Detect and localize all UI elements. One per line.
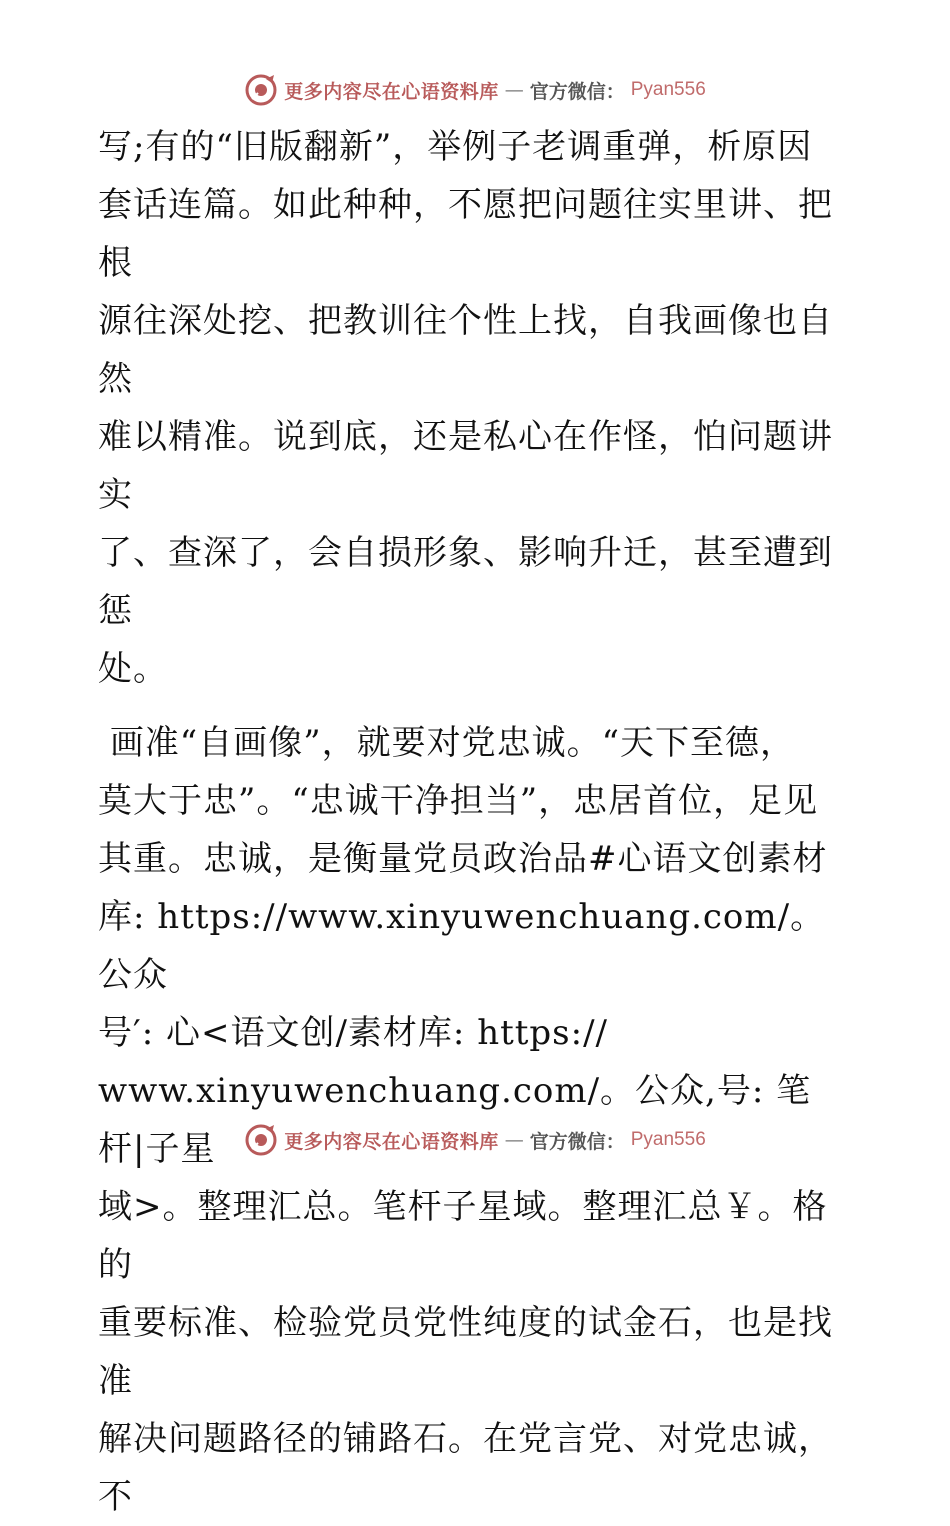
footer-banner-dash: — — [504, 1129, 524, 1151]
pen-logo-icon — [244, 1123, 278, 1157]
footer-wechat-id: Pyan556 — [630, 1129, 706, 1150]
header-wechat-label: 官方微信： — [529, 80, 625, 103]
paragraph-2: 画准“自画像”，就要对党忠诚。“天下至德， 莫大于忠”。“忠诚干净担当”，忠居首位，足见 其重。忠诚，是衡量党员政治品#心语文创素材 库: https://www.xinyuwenchuang.com/。公众 号′: 心<语文创/素材库: https:// www.xinyuwenchuang.com/。公众,号: 笔杆|子星 域>。整理汇总。笔杆子星域。整理汇总￥。格的 重要标准、检验党员党性纯度的试金石，也是找准 解决问题路径的铺路石。在党言党、对党忠诚，不 — [98, 723, 833, 1517]
pen-logo-icon — [244, 73, 278, 107]
header-banner-text: 更多内容尽在心语资料库 — [284, 80, 499, 103]
header-banner-inner — [244, 73, 706, 107]
document-body — [98, 118, 858, 1526]
paragraph-1: 写;有的“旧版翻新”，举例子老调重弹，析原因 套话连篇。如此种种，不愿把问题往实里讲、把根 源往深处挖、把教训往个性上找，自我画像也自然 难以精准。说到底，还是私心在作怪，怕问题讲实 了、查深了，会自损形象、影响升迁，甚至遭到惩 处。 — [98, 127, 833, 689]
header-wechat-id: Pyan556 — [630, 79, 706, 100]
header-banner-dash: — — [504, 79, 524, 101]
footer-wechat-label: 官方微信： — [529, 1130, 625, 1153]
footer-banner-text: 更多内容尽在心语资料库 — [284, 1130, 499, 1153]
header-banner — [0, 70, 950, 110]
footer-banner-inner — [244, 1123, 706, 1157]
footer-banner — [0, 1120, 950, 1160]
